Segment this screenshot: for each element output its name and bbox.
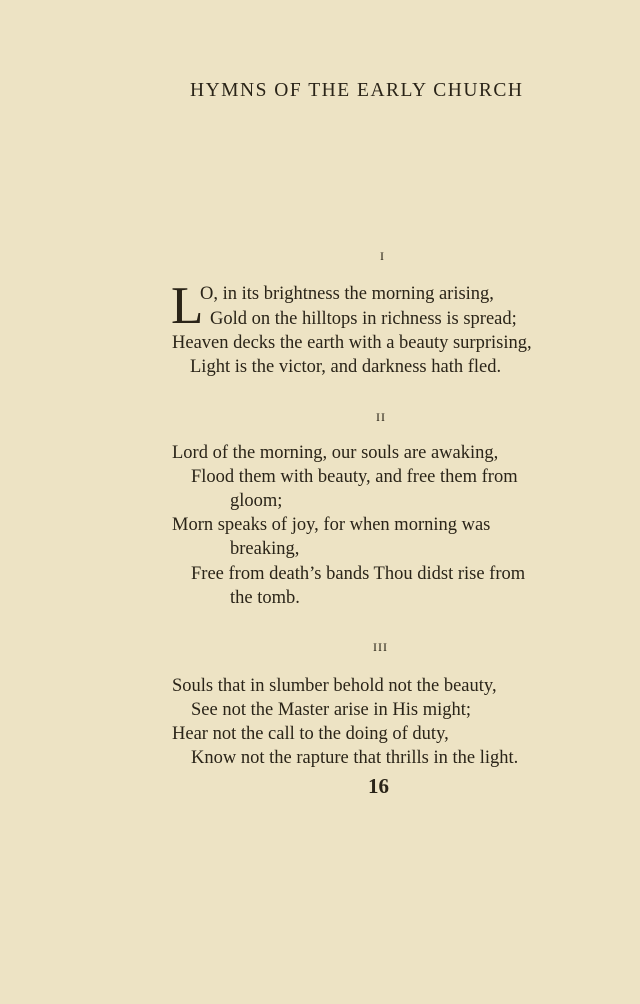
verse-line: Flood them with beauty, and free them from: [191, 467, 518, 487]
verse-line: gloom;: [230, 491, 283, 511]
verse-line: Know not the rapture that thrills in the light.: [191, 748, 519, 768]
running-header: HYMNS OF THE EARLY CHURCH: [190, 80, 524, 101]
verse-line: Light is the victor, and darkness hath fled.: [190, 357, 502, 377]
verse-line: Morn speaks of joy, for when morning was: [172, 515, 491, 535]
verse-line: Lord of the morning, our souls are awaking,: [172, 443, 499, 463]
verse-line: O, in its brightness the morning arising,: [200, 284, 494, 304]
stanza-numeral-1: I: [380, 249, 385, 263]
verse-line: Hear not the call to the doing of duty,: [172, 724, 449, 744]
verse-line: Heaven decks the earth with a beauty surprising,: [172, 333, 532, 353]
verse-line: Free from death’s bands Thou didst rise from: [191, 564, 526, 584]
verse-line: breaking,: [230, 539, 300, 559]
verse-line: Gold on the hilltops in richness is spread;: [210, 309, 517, 329]
stanza-numeral-3: III: [373, 640, 388, 654]
drop-cap-letter: L: [171, 277, 204, 335]
verse-line: See not the Master arise in His might;: [191, 700, 472, 720]
verse-line: the tomb.: [230, 588, 300, 608]
page-number: 16: [368, 774, 389, 798]
verse-line: Souls that in slumber behold not the beauty,: [172, 676, 497, 696]
stanza-numeral-2: II: [376, 410, 386, 424]
